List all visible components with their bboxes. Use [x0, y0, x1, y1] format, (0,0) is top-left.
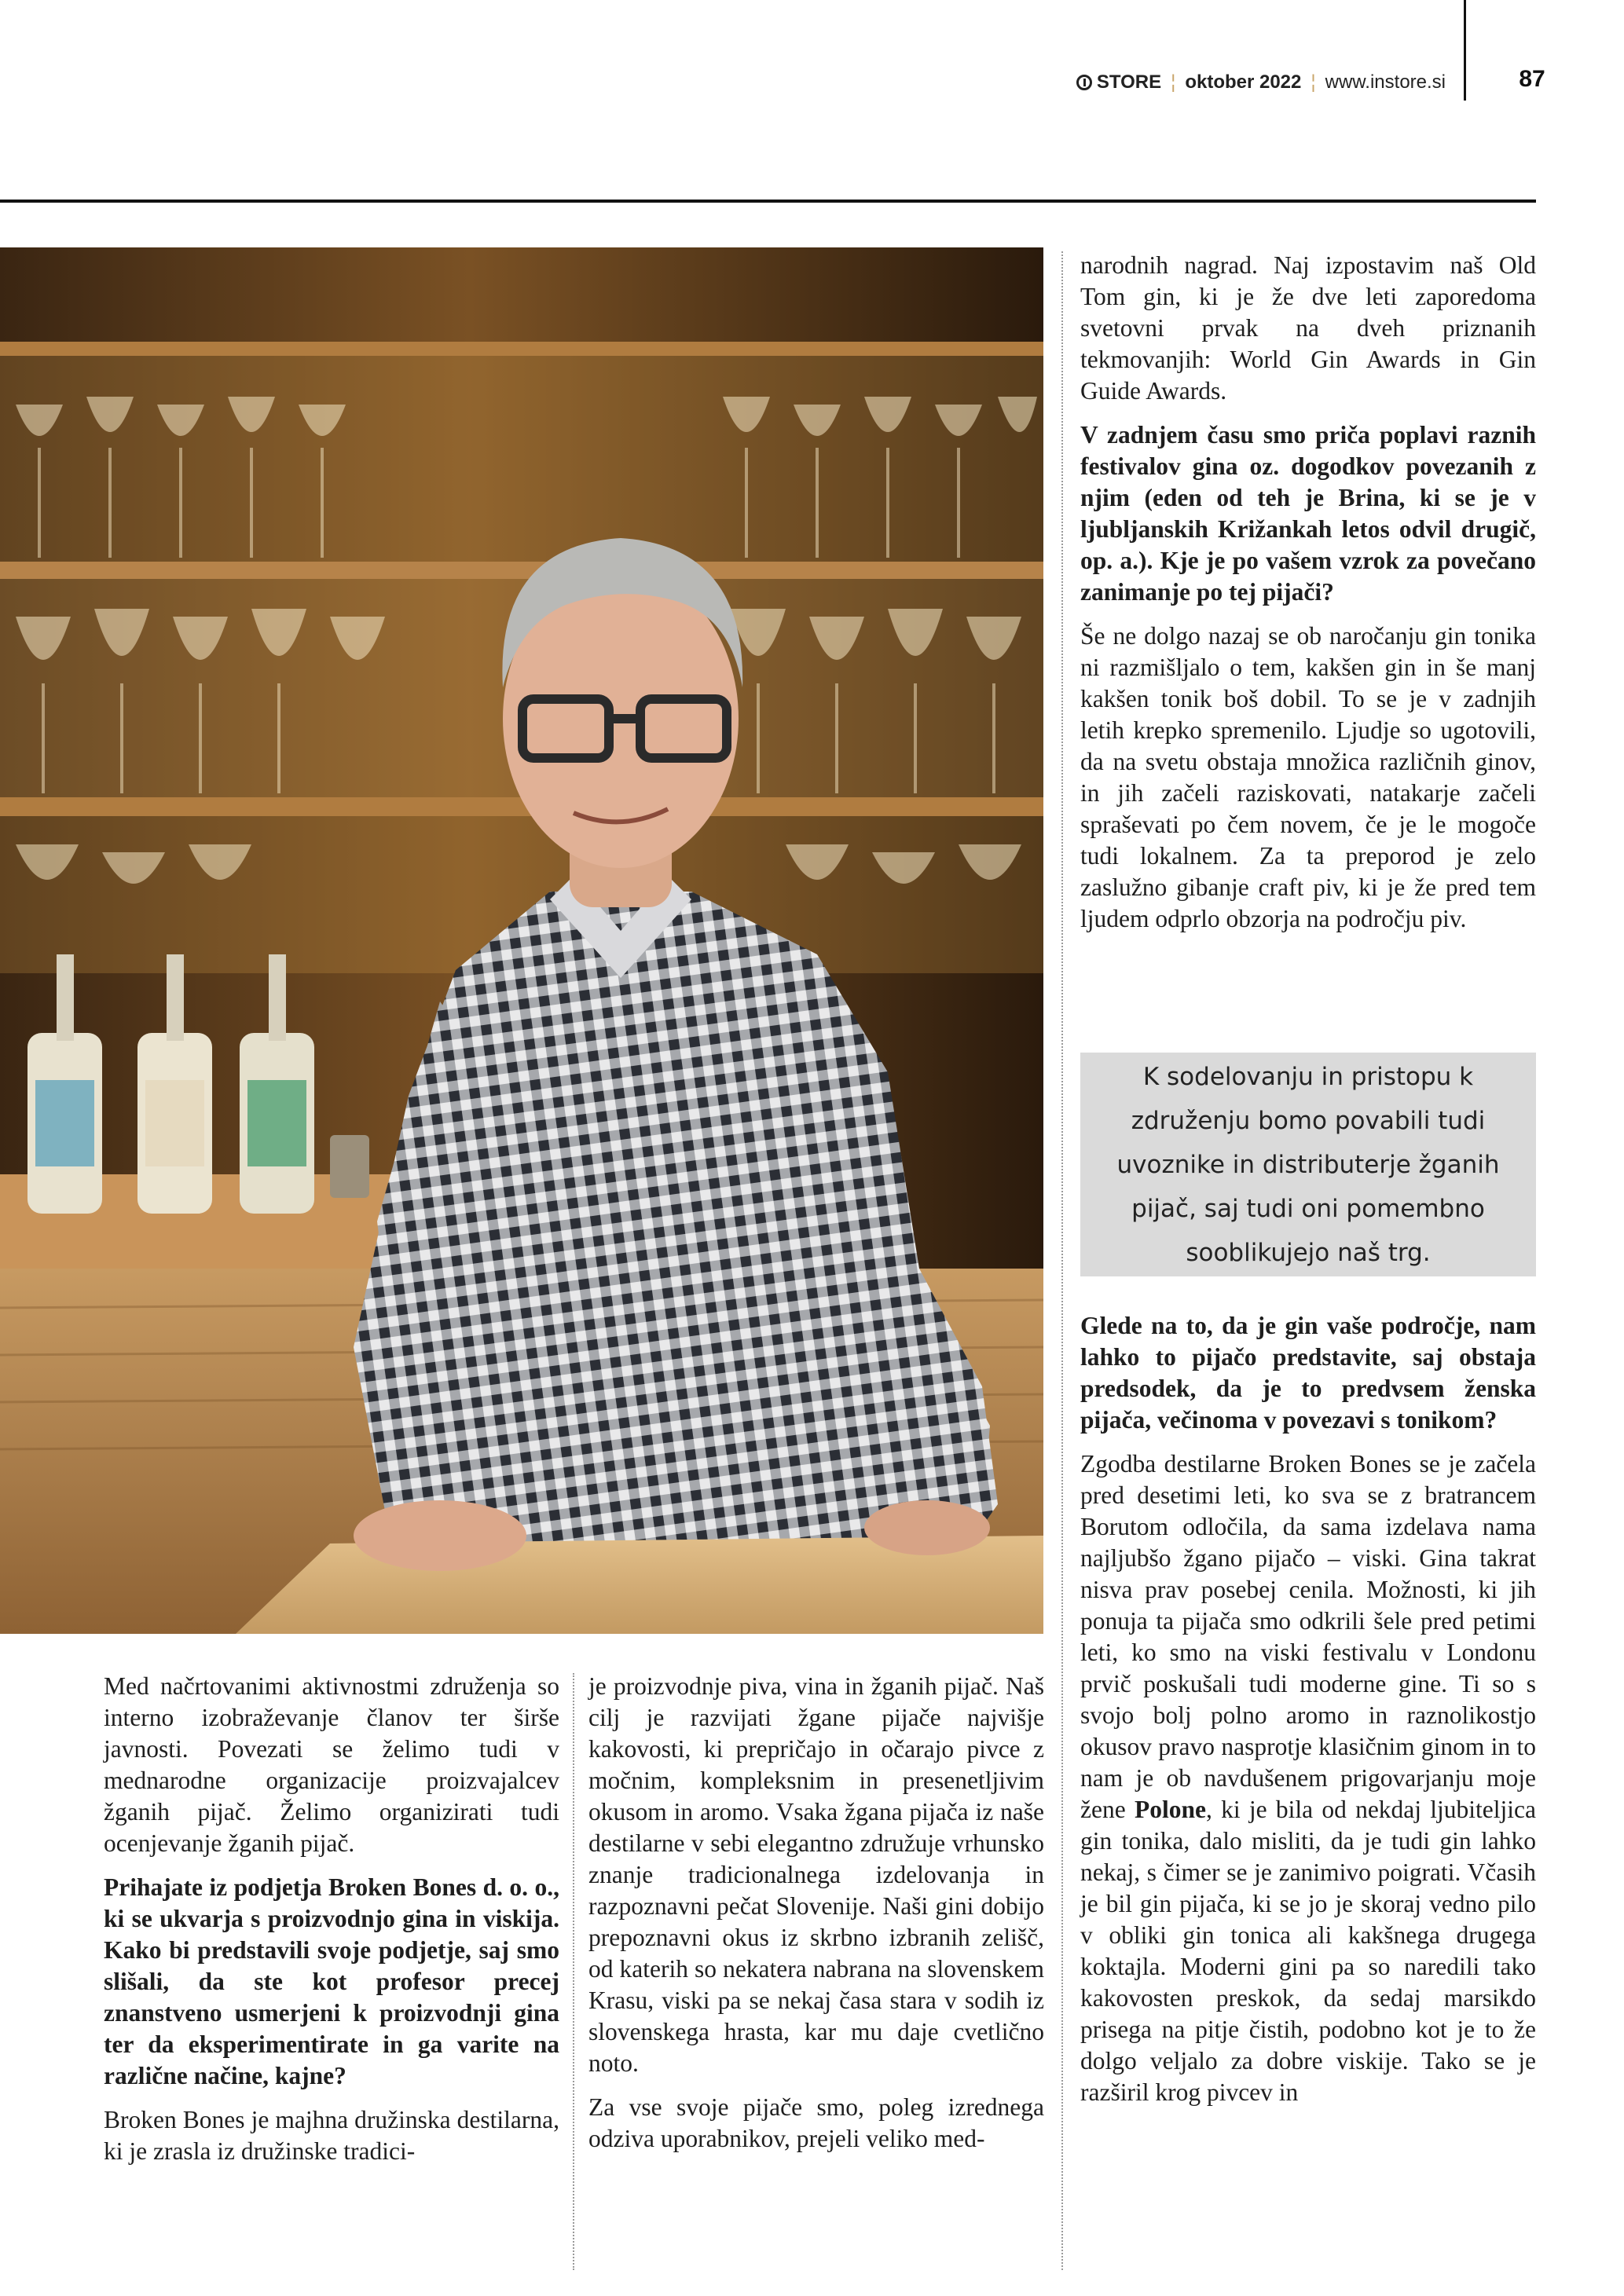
header-separator: ¦ — [1311, 71, 1316, 93]
header-issue: oktober 2022 — [1185, 71, 1302, 93]
store-logo-icon — [1076, 75, 1092, 90]
article-column-middle — [588, 1671, 1044, 2167]
body-paragraph: Za vse svoje pijače smo, poleg izrednega odziva uporabnikov, prejeli veliko med- — [588, 2093, 1044, 2152]
pull-quote-text: K sodelovanju in pristopu k združenju bomo povabili tudi uvoznike in distributerje žganih pijač, saj tudi oni pomembno sooblikujejo naš trg. — [1116, 1062, 1500, 1267]
header-separator: ¦ — [1171, 71, 1176, 93]
body-paragraph: je proizvodnje piva, vina in žganih pijač. Naš cilj je razvijati žgane pijače najvišje kakovosti, ki prepričajo in očarajo pivce z močnim, kompleksnim in presenetljivim okusom in aromo. Vsaka žgana pijača iz naše destilarne v sebi elegantno združuje vrhunsko znanje tradicionalnega izdelovanja in razpoznavni pečat Slovenije. Naši gini dobijo prepoznavni okus iz skrbno izbranih zelišč, od katerih so nekatera nabrana na slovenskem Krasu, viski pa se nekaj časa stara v sodih iz slovenskega hrasta, kar mu daje cvetlično noto. — [588, 1672, 1044, 2077]
body-paragraph: Med načrtovanimi aktivnostmi združenja so interno izobraževanje članov ter širše javnosti. Povezati se želimo tudi v mednarodne organizacije proizvajalcev žganih pijač. Želimo organizirati tudi ocenjevanje žganih pijač. — [104, 1672, 559, 1857]
running-header — [1021, 63, 1446, 102]
header-url[interactable]: www.instore.si — [1325, 71, 1446, 93]
body-paragraph — [1080, 1448, 1536, 2108]
page-number: 87 — [1519, 66, 1545, 92]
article-column-right-bottom — [1080, 1310, 1536, 2121]
top-rule — [0, 200, 1536, 203]
body-text: , ki je bila od nekdaj ljubiteljica gin tonika, dalo misliti, da je tudi gin lahko nekaj, s čimer se je zanimivo poigrati. Včasih je bil gin pijača, ki se jo je skoraj vedno pilo v obliki gin tonica ali kakšnega drugega koktajla. Moderni gini pa so naredili tako kakovosten preskok, da sedaj marsikdo prisega na pitje čistih, podobno kot je to že dolgo veljalo za dobre viskije. Tako se je razširil krog pivcev in — [1080, 1796, 1536, 2106]
interview-question: Glede na to, da je gin vaše področje, nam lahko to pijačo predstavite, saj obstaja predsodek, da je to predvsem ženska pijača, večinoma v povezavi s tonikom? — [1080, 1312, 1536, 1434]
article-column-right-top — [1080, 250, 1536, 947]
header-vertical-rule — [1464, 0, 1466, 101]
column-divider — [1061, 251, 1063, 2270]
body-paragraph: Broken Bones je majhna družinska destilarna, ki je zrasla iz družinske tradici- — [104, 2106, 559, 2165]
body-paragraph: narodnih nagrad. Naj izpostavim naš Old Tom gin, ki je že dve leti zaporedoma svetovni prvak na dveh priznanih tekmovanjih: World Gin Awards in Gin Guide Awards. — [1080, 251, 1536, 405]
body-text: Zgodba destilarne Broken Bones se je začela pred desetimi leti, ko sva se z bratrancem Borutom odločila, da sama izdelava nama najljubšo žgano pijačo – viski. Gina takrat nisva prav posebej cenila. Možnosti, ki jih ponuja ta pijača smo odkrili šele pred petimi leti, ko smo na viski festivalu v Londonu prvič poskušali tudi moderne gine. Ti so s svojo bolj polno aromo in raznolikostjo okusov pravo nasprotje klasičnim ginom in to nam je ob navdušenem prigovarjanju moje žene — [1080, 1450, 1536, 1823]
header-brand: STORE — [1096, 71, 1162, 93]
portrait-photo — [0, 247, 1043, 1634]
column-divider — [573, 1673, 574, 2270]
pull-quote — [1080, 1053, 1536, 1276]
article-column-left — [104, 1671, 559, 2180]
interview-question: Prihajate iz podjetja Broken Bones d. o. o., ki se ukvarja s proizvodnjo gina in viskija. Kako bi predstavili svoje podjetje, saj smo slišali, da ste kot profesor precej znanstveno usmerjeni k proizvodnji gina ter da eksperimentirate in ga varite na različne načine, kajne? — [104, 1873, 559, 2089]
person-name: Polone — [1134, 1796, 1206, 1823]
interview-question: V zadnjem času smo priča poplavi raznih festivalov gina oz. dogodkov povezanih z njim (eden od teh je Brina, ki se je v ljubljanskih Križankah letos odvil drugič, op. a.). Kje je po vašem vzrok za povečano zanimanje po tej pijači? — [1080, 421, 1536, 606]
portrait-photo-illustration — [0, 247, 1043, 1634]
body-paragraph: Še ne dolgo nazaj se ob naročanju gin tonika ni razmišljalo o tem, kakšen gin in še manj kakšen tonik boš dobil. To se je v zadnjih letih krepko spremenilo. Ljudje so ugotovili, da na svetu obstaja množica različnih ginov, in jih začeli raziskovati, natakarje začeli spraševati po čem novem, če je le mogoče tudi lokalnem. Za ta preporod je zelo zaslužno gibanje craft piv, ki je že pred tem ljudem odprlo obzorja na področju piv. — [1080, 622, 1536, 932]
